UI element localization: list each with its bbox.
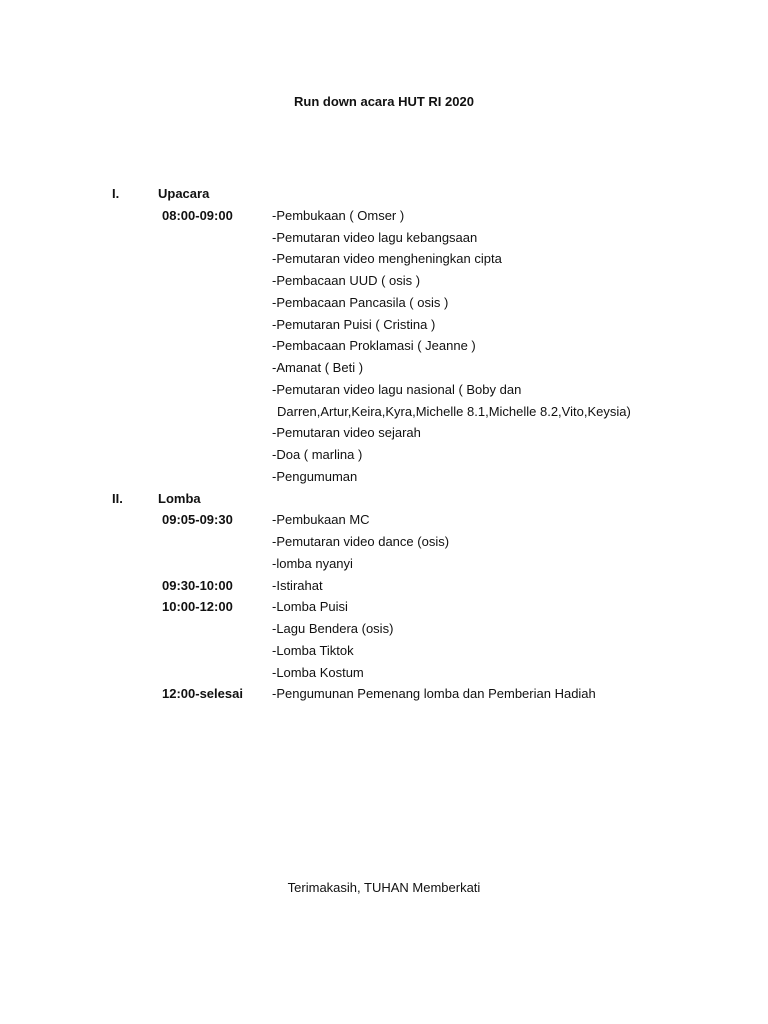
activity-item: -Lomba Tiktok [272, 642, 354, 658]
activity-item: -Pemutaran video lagu kebangsaan [272, 229, 478, 245]
time-slot: 08:00-09:00 [162, 207, 233, 223]
activity-item: -Pembacaan Pancasila ( osis ) [272, 294, 449, 310]
time-slot: 09:05-09:30 [162, 512, 233, 528]
closing-text: Terimakasih, TUHAN Memberkati [287, 880, 481, 895]
time-slot: 12:00-selesai [162, 686, 243, 702]
document-title: Run down acara HUT RI 2020 [294, 94, 474, 109]
activity-item: Darren,Artur,Keira,Kyra,Michelle 8.1,Michelle 8.2,Vito,Keysia) [277, 403, 631, 419]
activity-item: -Pengumuman [272, 468, 358, 484]
activity-item: -Pembacaan UUD ( osis ) [272, 273, 421, 288]
activity-item: -lomba nyanyi [272, 555, 353, 571]
activity-item: -Pemutaran video dance (osis) [272, 534, 450, 549]
section-number: II. [112, 490, 123, 506]
activity-item: -Pembukaan ( Omser ) [272, 207, 405, 223]
activity-item: -Pengumunan Pemenang lomba dan Pemberian Hadiah [272, 686, 596, 702]
activity-item: -Amanat ( Beti ) [272, 360, 364, 375]
activity-item: -Doa ( marlina ) [272, 447, 363, 462]
section-number: I. [112, 186, 120, 201]
activity-item: -Pemutaran video mengheningkan cipta [272, 251, 502, 267]
activity-item: -Pemutaran video lagu nasional ( Boby dan [272, 381, 522, 397]
activity-item: -Lomba Puisi [272, 599, 348, 615]
section-heading: Upacara [158, 186, 210, 201]
activity-item: -Pemutaran video sejarah [272, 425, 421, 441]
activity-item: -Lomba Kostum [272, 664, 364, 680]
activity-item: -Istirahat [272, 577, 323, 593]
activity-item: -Pemutaran Puisi ( Cristina ) [272, 316, 436, 332]
time-slot: 09:30-10:00 [162, 577, 233, 593]
section-heading: Lomba [158, 490, 201, 506]
activity-item: -Pembukaan MC [272, 512, 370, 528]
activity-item: -Pembacaan Proklamasi ( Jeanne ) [272, 338, 476, 354]
time-slot: 10:00-12:00 [162, 599, 233, 615]
activity-item: -Lagu Bendera (osis) [272, 621, 394, 636]
